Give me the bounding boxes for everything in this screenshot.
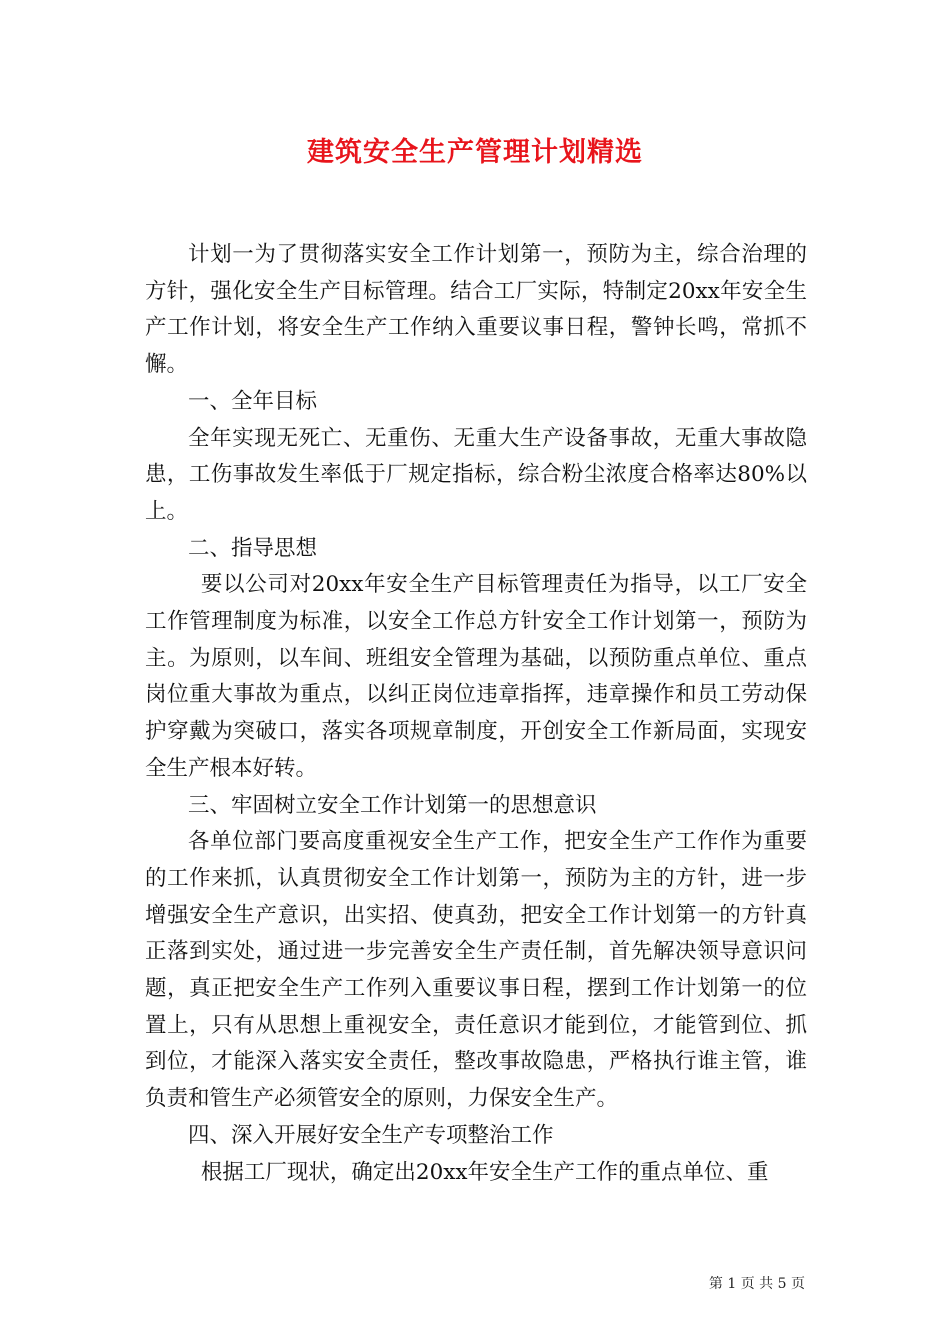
paragraph-safety-awareness: 各单位部门要高度重视安全生产工作，把安全生产工作作为重要的工作来抓，认真贯彻安全工作计划第一，预防为主的方针，进一步增强安全生产意识，出实招、使真劲，把安全工作计划第一的方针真正落到实处，通过进一步完善安全生产责任制，首先解决领导意识问题，真正把安全生产工作列入重要议事日程，摆到工作计划第一的位置上，只有从思想上重视安全，责任意识才能到位，才能管到位、抓到位，才能深入落实安全责任，整改事故隐患，严格执行谁主管，谁负责和管生产必须管安全的原则，力保安全生产。 <box>145 829 807 1112</box>
paragraph-special-rectification: 根据工厂现状，确定出20xx年安全生产工作的重点单位、重 <box>200 1159 769 1185</box>
page-footer: 第 1 页 共 5 页 <box>708 1276 805 1292</box>
section-heading-2: 二、指导思想 <box>188 535 318 561</box>
section-heading-3: 三、牢固树立安全工作计划第一的思想意识 <box>188 792 597 818</box>
section-heading-4: 四、深入开展好安全生产专项整治工作 <box>188 1122 554 1148</box>
paragraph-intro: 计划一为了贯彻落实安全工作计划第一，预防为主，综合治理的方针，强化安全生产目标管理。结合工厂实际，特制定20xx年安全生产工作计划，将安全生产工作纳入重要议事日程，警钟长鸣，常抓不懈。 <box>145 242 807 378</box>
document-title: 建筑安全生产管理计划精选 <box>307 137 643 168</box>
paragraph-annual-goal: 全年实现无死亡、无重伤、无重大生产设备事故，无重大事故隐患，工伤事故发生率低于厂规定指标，综合粉尘浓度合格率达80%以上。 <box>145 425 807 524</box>
section-heading-1: 一、全年目标 <box>188 388 318 414</box>
document-body <box>145 237 807 1191</box>
paragraph-guiding-idea: 要以公司对20xx年安全生产目标管理责任为指导，以工厂安全工作管理制度为标准，以安全工作总方针安全工作计划第一，预防为主。为原则，以车间、班组安全管理为基础，以预防重点单位、重点岗位重大事故为重点，以纠正岗位违章指挥，违章操作和员工劳动保护穿戴为突破口，落实各项规章制度，开创安全工作新局面，实现安全生产根本好转。 <box>145 572 807 781</box>
